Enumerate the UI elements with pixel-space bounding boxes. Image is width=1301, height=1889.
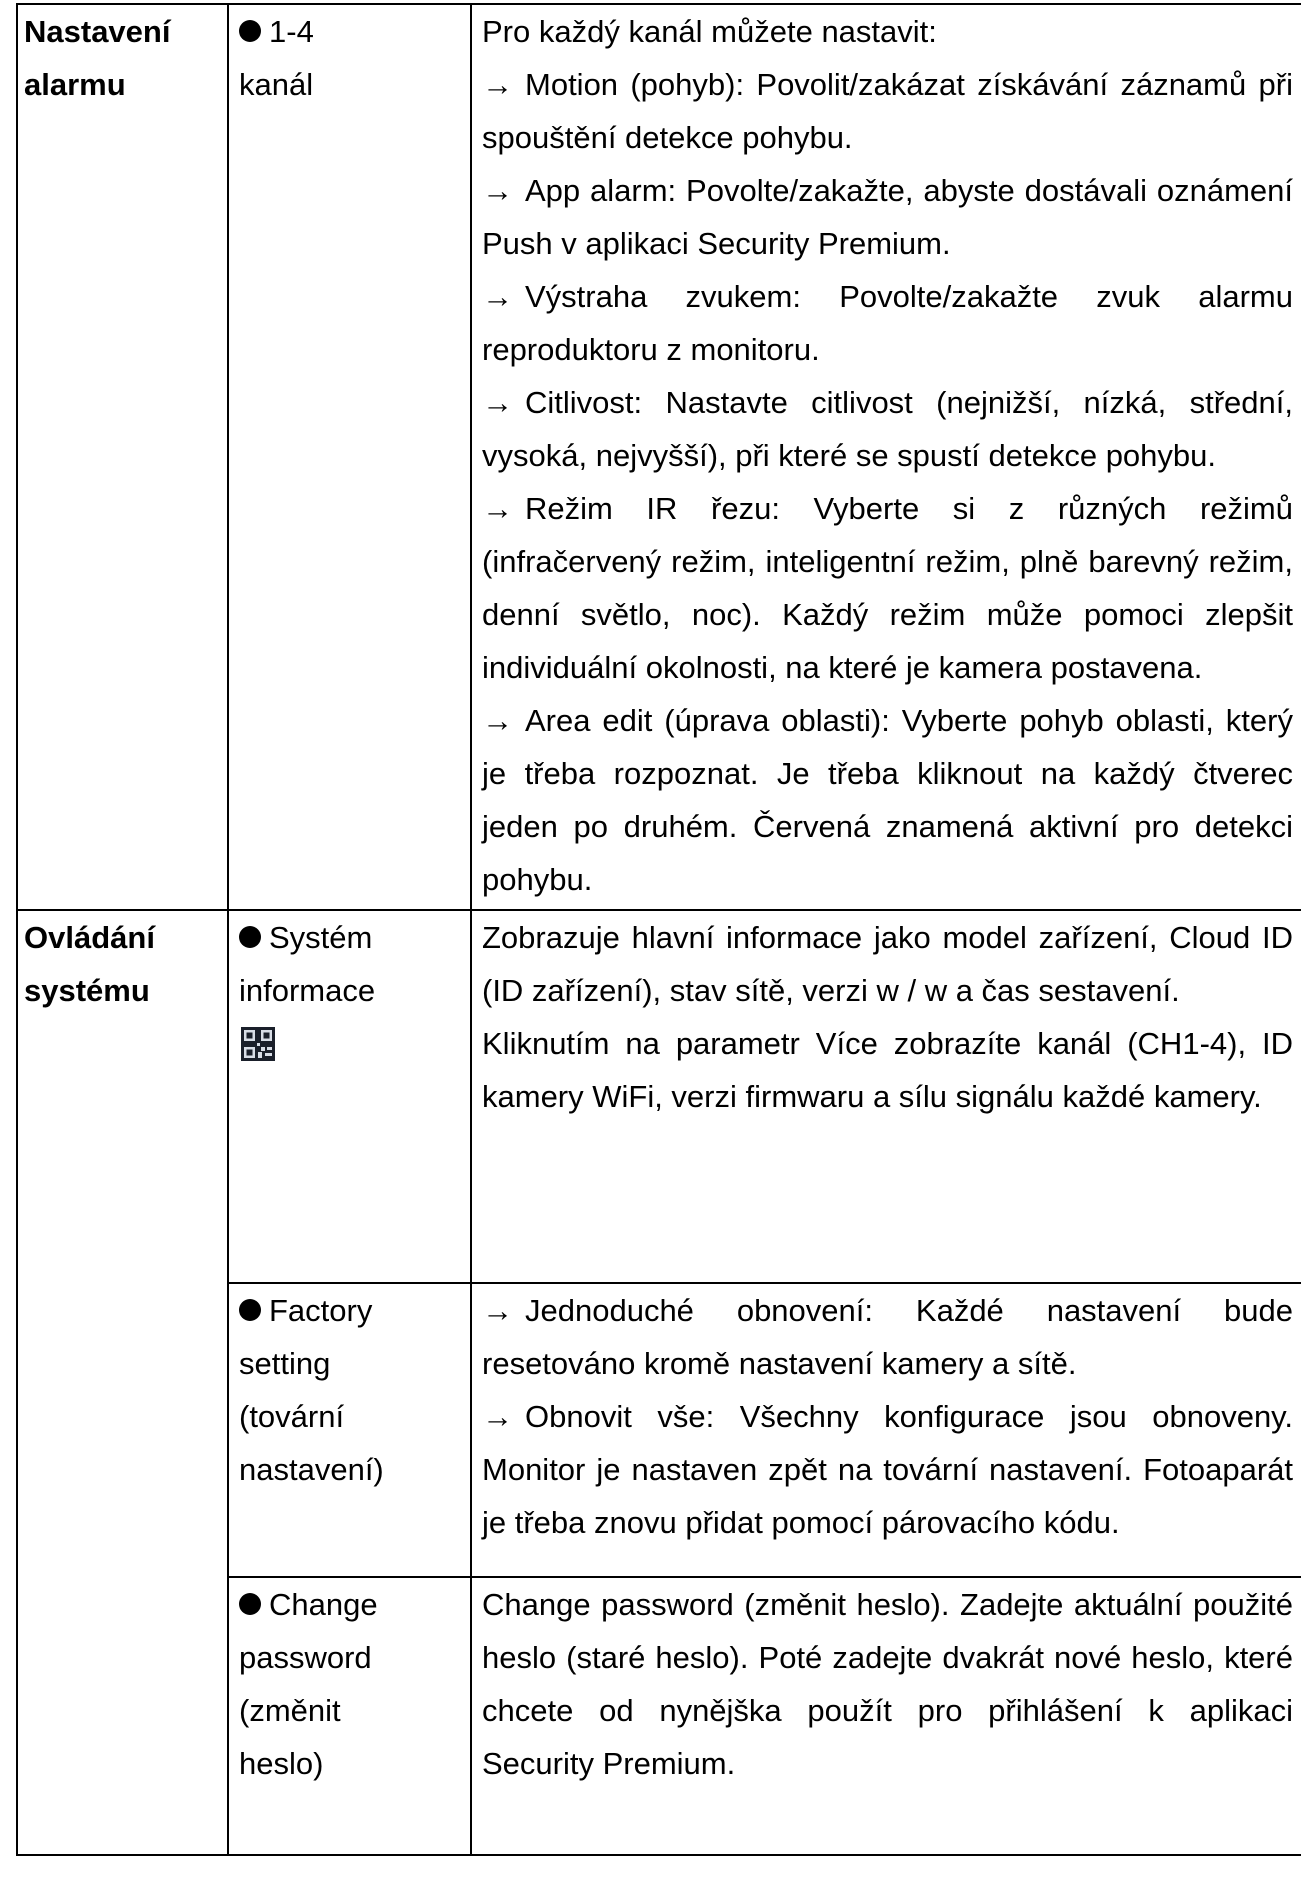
feature-label: kanál [239, 67, 314, 102]
description-paragraph: Zobrazuje hlavní informace jako model zařízení, Cloud ID (ID zařízení), stav sítě, verzi w / w a čas sestavení. [482, 920, 1293, 1008]
list-item: → Area edit (úprava oblasti): Vyberte pohyb oblasti, který je třeba rozpoznat. Je třeba kliknout na každý čtverec jeden po druhém. Červená znamená aktivní pro detekci pohybu. [482, 703, 1293, 897]
feature-label: heslo) [239, 1746, 324, 1781]
list-item: → Režim IR řezu: Vyberte si z různých režimů (infračervený režim, inteligentní režim, plně barevný režim, denní světlo, noc). Každý režim může pomoci zlepšit individuální okolnosti, na které je kamera postavena. [482, 491, 1293, 685]
feature-label: Change [269, 1587, 378, 1622]
list-item: → App alarm: Povolte/zakažte, abyste dostávali oznámení Push v aplikaci Security Premium. [482, 173, 1293, 261]
list-item: → Citlivost: Nastavte citlivost (nejnižší, nízká, střední, vysoká, nejvyšší), při které se spustí detekce pohybu. [482, 385, 1293, 473]
table-row-alarm-settings [17, 4, 1301, 910]
description-system-info [471, 910, 1301, 1283]
qr-code-icon [241, 1027, 275, 1061]
feature-cell-system-info [228, 910, 471, 1283]
bullet-icon [239, 20, 261, 42]
arrow-right-icon: → [482, 385, 513, 420]
description-paragraph: Change password (změnit heslo). Zadejte aktuální použité heslo (staré heslo). Poté zadejte dvakrát nové heslo, které chcete od nynějška použít pro přihlášení k aplikaci Security Premium. [482, 1587, 1293, 1781]
arrow-right-icon: → [482, 491, 513, 526]
list-item: → Obnovit vše: Všechny konfigurace jsou obnoveny. Monitor je nastaven zpět na tovární nastavení. Fotoaparát je třeba znovu přidat pomocí párovacího kódu. [482, 1399, 1293, 1540]
section-label-line: Nastavení [24, 14, 171, 49]
arrow-right-icon: → [482, 1293, 513, 1328]
description-intro: Pro každý kanál můžete nastavit: [482, 14, 937, 49]
description-change-password [471, 1577, 1301, 1855]
arrow-right-icon: → [482, 703, 513, 738]
section-label-line: systému [24, 973, 150, 1008]
feature-label: nastavení) [239, 1452, 384, 1487]
arrow-right-icon: → [482, 1399, 513, 1434]
section-label-line: alarmu [24, 67, 126, 102]
feature-label: informace [239, 973, 376, 1008]
description-paragraph: Kliknutím na parametr Více zobrazíte kanál (CH1-4), ID kamery WiFi, verzi firmwaru a sílu signálu každé kamery. [482, 1026, 1293, 1114]
feature-cell-channels [228, 4, 471, 910]
list-item: → Výstraha zvukem: Povolte/zakažte zvuk alarmu reproduktoru z monitoru. [482, 279, 1293, 367]
feature-label: Systém [269, 920, 373, 955]
bullet-icon [239, 1593, 261, 1615]
bullet-icon [239, 926, 261, 948]
feature-label: setting [239, 1346, 331, 1381]
feature-cell-factory-setting [228, 1283, 471, 1577]
arrow-right-icon: → [482, 279, 513, 314]
settings-table [16, 3, 1301, 1856]
feature-cell-change-password [228, 1577, 471, 1855]
feature-label: 1-4 [269, 14, 314, 49]
arrow-right-icon: → [482, 67, 513, 102]
feature-label: Factory [269, 1293, 373, 1328]
list-item: → Motion (pohyb): Povolit/zakázat získávání záznamů při spouštění detekce pohybu. [482, 67, 1293, 155]
section-label-alarm [17, 4, 228, 910]
section-label-line: Ovládání [24, 920, 155, 955]
bullet-icon [239, 1299, 261, 1321]
section-label-system [17, 910, 228, 1855]
feature-label: (tovární [239, 1399, 345, 1434]
table-row-system-info [17, 910, 1301, 1283]
arrow-right-icon: → [482, 173, 513, 208]
description-alarm [471, 4, 1301, 910]
feature-label: password [239, 1640, 372, 1675]
description-factory-setting [471, 1283, 1301, 1577]
list-item: → Jednoduché obnovení: Každé nastavení bude resetováno kromě nastavení kamery a sítě. [482, 1293, 1293, 1381]
feature-label: (změnit [239, 1693, 341, 1728]
